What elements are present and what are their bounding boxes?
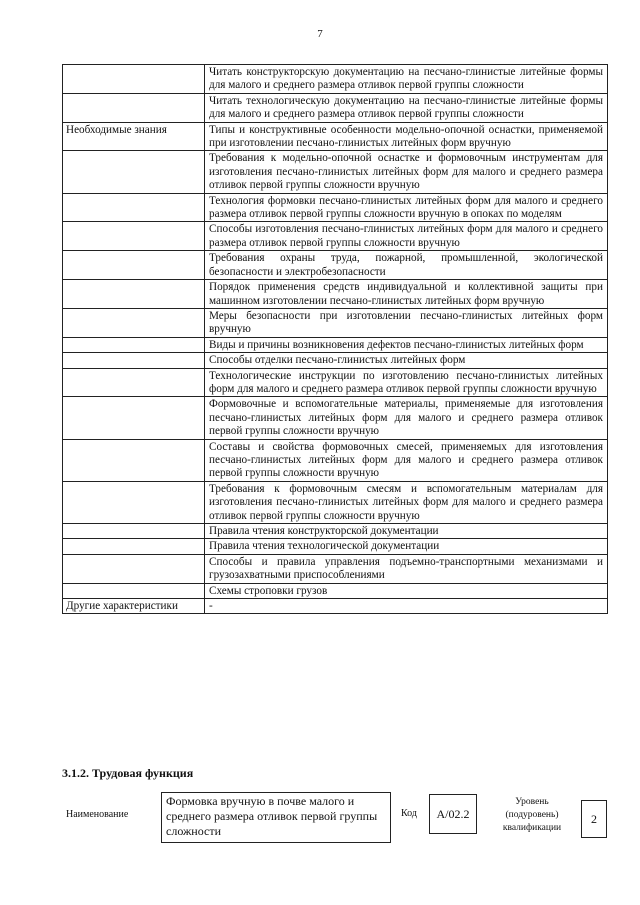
row-label: [63, 439, 205, 481]
table-row: [63, 554, 608, 583]
row-text: Виды и причины возникновения дефектов песчано-глинистых литейных форм: [205, 337, 608, 352]
row-label: [63, 65, 205, 94]
row-text: Способы и правила управления подъемно-транспортными механизмами и грузозахватными приспособлениями: [205, 554, 608, 583]
row-label: [63, 337, 205, 352]
row-text: Формовочные и вспомогательные материалы, применяемые для изготовления песчано-глинистых литейных форм для малого и среднего размера отливок первой группы сложности вручную: [205, 397, 608, 439]
row-text: Правила чтения технологической документации: [205, 539, 608, 554]
section-heading: 3.1.2. Трудовая функция: [62, 766, 194, 780]
row-label: [63, 193, 205, 222]
table-row: [63, 337, 608, 352]
table-row: [63, 353, 608, 368]
row-label: [63, 554, 205, 583]
table-row: [63, 397, 608, 439]
row-text: Порядок применения средств индивидуальной и коллективной защиты при машинном изготовлении песчано-глинистых литейных форм вручную: [205, 280, 608, 309]
row-text: Правила чтения конструкторской документации: [205, 524, 608, 539]
table-row: [63, 65, 608, 94]
row-label: Необходимые знания: [63, 122, 205, 151]
row-label: [63, 368, 205, 397]
row-label: [63, 222, 205, 251]
table-row: [63, 193, 608, 222]
table-row: [63, 583, 608, 598]
table-row: [63, 599, 608, 614]
row-text: Технология формовки песчано-глинистых литейных форм для малого и среднего размера отливок первой группы сложности вручную в опоках по моделям: [205, 193, 608, 222]
row-text: Читать конструкторскую документацию на песчано-глинистые литейные формы для малого и среднего размера отливок первой группы сложности: [205, 65, 608, 94]
row-label: [63, 353, 205, 368]
row-label: [63, 280, 205, 309]
row-text: Схемы строповки грузов: [205, 583, 608, 598]
row-label: [63, 539, 205, 554]
row-text: Требования к модельно-опочной оснастке и формовочным инструментам для изготовления песчано-глинистых литейных форм для малого и среднего размера отливок первой группы сложности вручную: [205, 151, 608, 193]
row-label: [63, 583, 205, 598]
row-label: [63, 481, 205, 523]
table-row: [63, 368, 608, 397]
row-label: Другие характеристики: [63, 599, 205, 614]
row-text: Читать технологическую документацию на песчано-глинистые литейные формы для малого и среднего размера отливок первой группы сложности: [205, 93, 608, 122]
row-text: -: [205, 599, 608, 614]
table-row: [63, 222, 608, 251]
row-label: [63, 151, 205, 193]
table-row: [63, 481, 608, 523]
code-label: Код: [401, 808, 417, 819]
table-row: [63, 93, 608, 122]
knowledge-table: [62, 64, 608, 614]
row-text: Требования к формовочным смесям и вспомогательным материалам для изготовления песчано-глинистых литейных форм для малого и среднего размера отливок первой группы сложности вручную: [205, 481, 608, 523]
table-row: [63, 308, 608, 337]
table-row: [63, 439, 608, 481]
row-text: Составы и свойства формовочных смесей, применяемых для изготовления песчано-глинистых литейных форм для малого и среднего размера отливок первой группы сложности вручную: [205, 439, 608, 481]
row-text: Меры безопасности при изготовлении песчано-глинистых литейных форм вручную: [205, 308, 608, 337]
page-number: 7: [317, 28, 323, 40]
row-label: [63, 308, 205, 337]
row-label: [63, 524, 205, 539]
level-label-line-2: (подуровень): [505, 810, 559, 820]
function-code-box: А/02.2: [429, 794, 477, 834]
name-label: Наименование: [66, 809, 129, 820]
table-row: [63, 280, 608, 309]
table-row: [63, 251, 608, 280]
function-name-box: Формовка вручную в почве малого и среднего размера отливок первой группы сложности: [161, 792, 391, 843]
row-text: Способы изготовления песчано-глинистых литейных форм для малого и среднего размера отливок первой группы сложности вручную: [205, 222, 608, 251]
row-text: Технологические инструкции по изготовлению песчано-глинистых литейных форм для малого и среднего размера отливок первой группы сложности вручную: [205, 368, 608, 397]
row-label: [63, 93, 205, 122]
qualification-level-label: [489, 796, 575, 835]
row-label: [63, 251, 205, 280]
table-row: [63, 122, 608, 151]
table-row: [63, 539, 608, 554]
table-row: [63, 524, 608, 539]
table-row: [63, 151, 608, 193]
qualification-level-box: 2: [581, 800, 607, 838]
row-text: Требования охраны труда, пожарной, промышленной, экологической безопасности и электробезопасности: [205, 251, 608, 280]
level-label-line-3: квалификации: [502, 823, 562, 833]
level-label-line-1: Уровень: [515, 797, 549, 807]
row-label: [63, 397, 205, 439]
row-text: Типы и конструктивные особенности модельно-опочной оснастки, применяемой при изготовлении песчано-глинистых литейных форм вручную: [205, 122, 608, 151]
row-text: Способы отделки песчано-глинистых литейных форм: [205, 353, 608, 368]
